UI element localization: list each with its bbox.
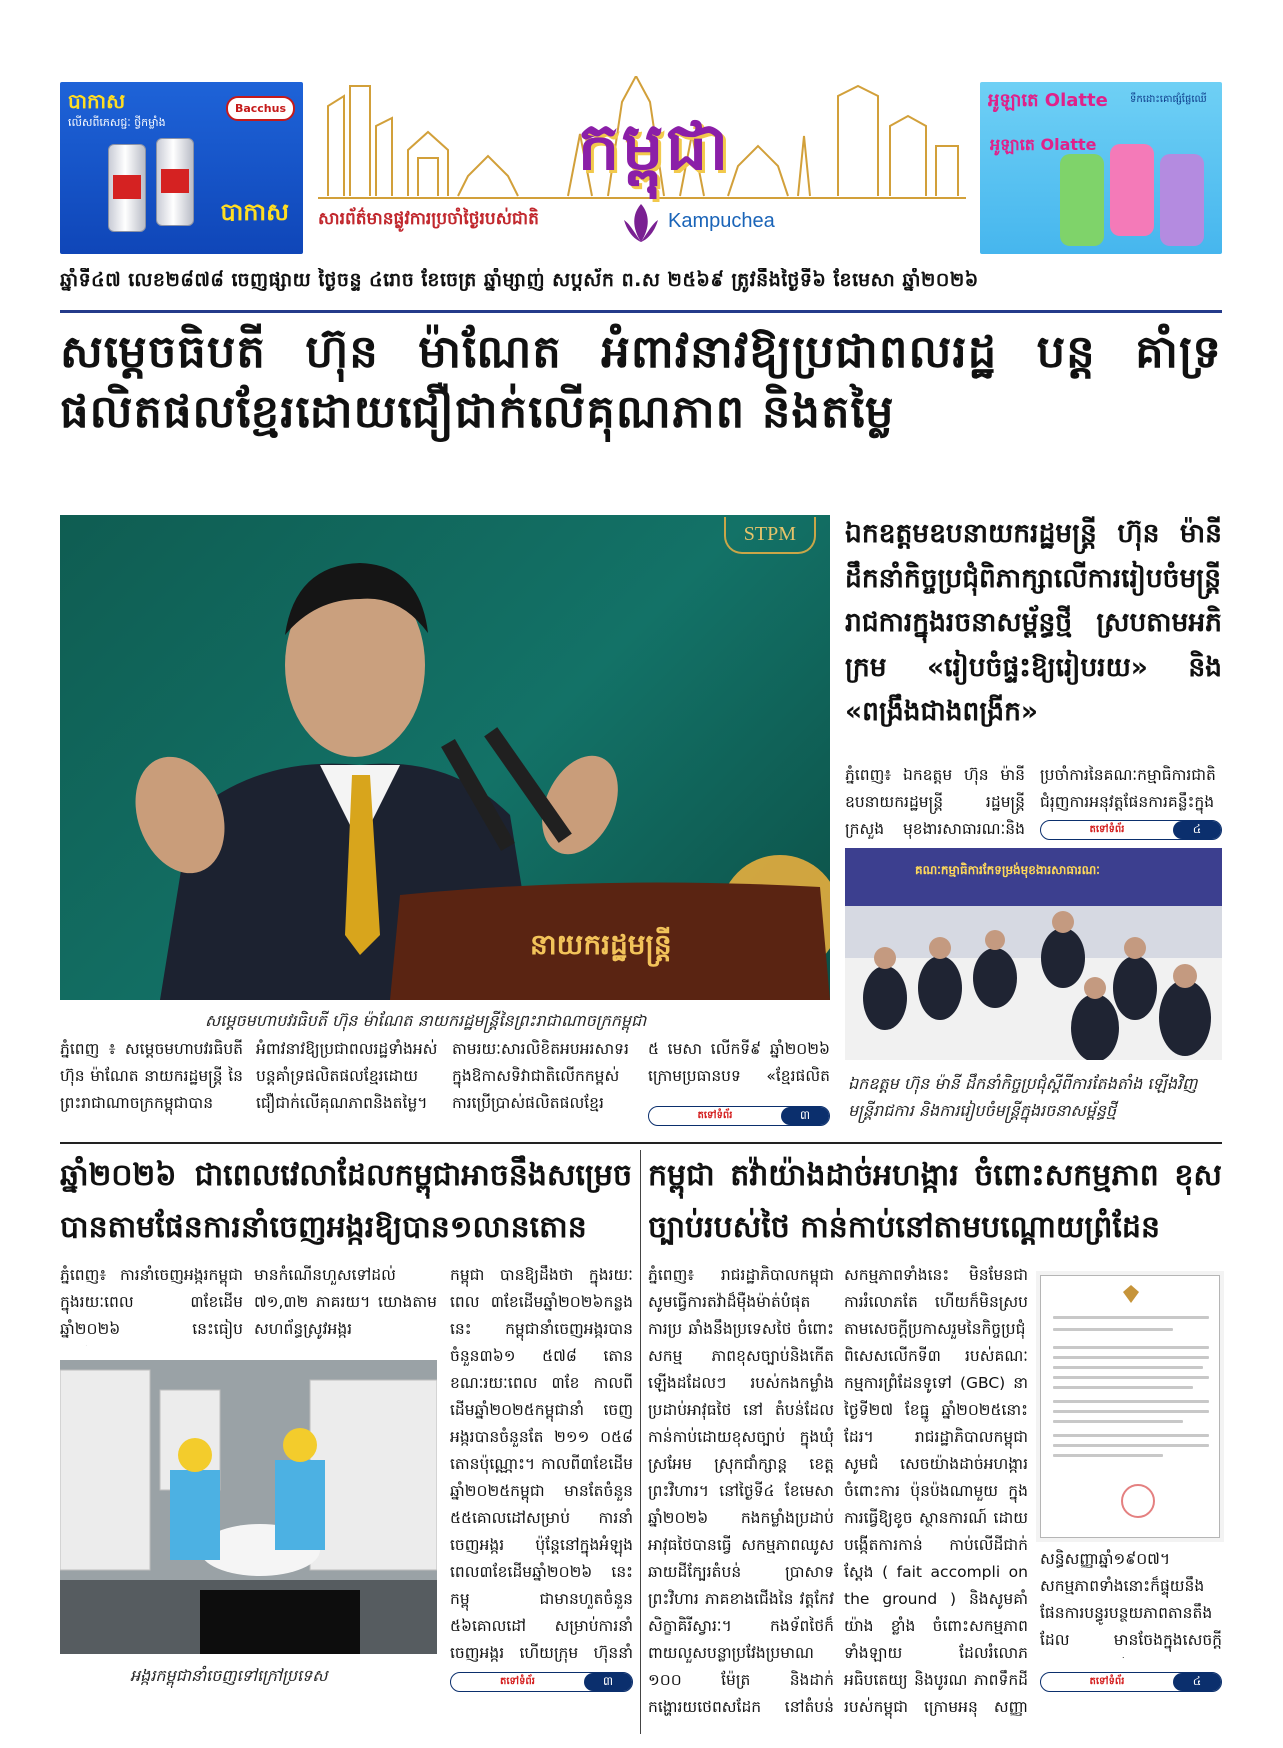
document-text-line — [1053, 1316, 1209, 1319]
bacchus-logo: Bacchus — [226, 96, 295, 121]
document-text-line — [1053, 1366, 1203, 1369]
side-story-photo[interactable] — [845, 848, 1222, 1060]
border-story-headline: កម្ពុជា តវ៉ាយ៉ាងដាច់អហង្ការ ចំពោះសកម្មភាព ខុសច្បាប់របស់ថៃ កាន់កាប់នៅតាមបណ្តោយព្រំដែន — [648, 1158, 1222, 1245]
document-text-line — [1053, 1346, 1209, 1349]
side-story-col-1: ភ្នំពេញ៖ ឯកឧត្តម ហ៊ុន ម៉ានី ឧបនាយករដ្ឋមន្ត្រី រដ្ឋមន្ត្រីក្រសួង មុខងារសាធារណៈនិង — [845, 766, 1025, 838]
rice-photo-caption: អង្ករកម្ពុជានាំចេញទៅក្រៅប្រទេស — [130, 1666, 328, 1685]
section-divider — [60, 1142, 1222, 1144]
rice-story-col-1: ភ្នំពេញ៖ ការនាំចេញអង្ករកម្ពុជា ក្នុងរយៈពេល ៣ខែដើមឆ្នាំ២០២៦ នេះធៀប — [60, 1266, 243, 1338]
coat-of-arms-icon — [1119, 1284, 1143, 1304]
ad-brand: អូឡាតេ Olatte — [988, 90, 1108, 111]
continued-label: តទៅទំព័រ — [697, 1110, 733, 1121]
document-text-line — [1053, 1454, 1163, 1457]
energy-drink-can-icon — [156, 138, 194, 226]
main-story-continued-link[interactable] — [648, 1106, 830, 1126]
border-story-col-3: សន្ធិសញ្ញាឆ្នាំ១៩០៧។ សកម្មភាពទាំងនោះក៏ផ្ទុយនឹង ផែនការបន្ធូរបន្ថយភាពតានតឹង ដែល មានចែងក្នុងសេចក្តី — [1040, 1550, 1222, 1649]
continued-page-number: ៣ — [584, 1673, 632, 1691]
column-divider — [640, 1150, 641, 1734]
drink-bottle-icon — [1060, 154, 1104, 246]
drink-bottle-icon — [1110, 144, 1154, 236]
logo-subtitle: សារព័ត៌មានផ្លូវការប្រចាំថ្ងៃរបស់ជាតិ — [318, 209, 539, 229]
rice-story-continued-link[interactable] — [450, 1672, 633, 1692]
document-text-line — [1053, 1400, 1209, 1403]
document-text-line — [1053, 1376, 1209, 1379]
meeting-banner-text: គណៈកម្មាធិការកែទម្រង់មុខងារសាធារណៈ — [915, 863, 1100, 877]
document-text-line — [1053, 1356, 1209, 1359]
logo-title: កម្ពុជា — [577, 108, 731, 185]
bacchus-advertisement[interactable] — [60, 82, 303, 254]
continued-page-number: ៤ — [1173, 821, 1221, 839]
meeting-photo — [845, 848, 1222, 1060]
podium-label: នាយករដ្ឋមន្ត្រី — [530, 928, 672, 961]
rice-warehouse-photo[interactable] — [60, 1360, 437, 1654]
continued-page-number: ៤ — [1173, 1673, 1221, 1691]
document-text-line — [1053, 1328, 1173, 1331]
rice-workers-photo — [60, 1360, 437, 1654]
rice-story-headline: ឆ្នាំ២០២៦ ជាពេលវេលាដែលកម្ពុជាអាចនឹងសម្រេច បានតាមផែនការនាំចេញអង្ករឱ្យបាន១លានតោន — [60, 1158, 632, 1245]
main-story-col-1: ភ្នំពេញ ៖ សម្តេចមហាបវរធិបតី ហ៊ុន ម៉ាណែត នាយករដ្ឋមន្ត្រី នៃព្រះរាជាណាចក្រកម្ពុជាបាន — [60, 1040, 243, 1112]
main-headline: សម្តេចធិបតី ហ៊ុន ម៉ាណែត អំពាវនាវឱ្យប្រជាពលរដ្ឋ បន្ត គាំទ្រផលិតផលខ្មែរដោយជឿជាក់លើគុណភាព និងតម្លៃ — [60, 325, 1222, 438]
header-divider — [60, 310, 1222, 313]
issue-dateline: ឆ្នាំទី៤៧ លេខ២៨៧៨ ចេញផ្សាយ ថ្ងៃចន្ទ ៤រោច ខែចេត្រ ឆ្នាំម្សាញ់ សប្តស័ក ព.ស ២៥៦៩ ត្រូវនឹងថ្ងៃទី៦ ខែមេសា ឆ្នាំ២០២៦ — [60, 269, 979, 291]
lotus-emblem-icon — [620, 200, 662, 248]
newspaper-logo — [318, 76, 966, 260]
border-story-col-1: ភ្នំពេញ៖ រាជរដ្ឋាភិបាលកម្ពុជា សូមធ្វើការតវ៉ាដ៏ម៉ឺងម៉ាត់បំផុតការប្រ ឆាំងនឹងប្រទេសថៃ ចំពោះសកម្ម ភាពខុសច្បាប់និងកើតឡើងដដែលៗ របស់កងកម្លាំងប្រដាប់អាវុធថៃ នៅ តំបន់ដែលកាន់កាប់ដោយខុសច្បាប់ ក្នុងឃុំស្រអែម ស្រុកជាំក្សាន្ត ខេត្ត ព្រះវិហារ។ នៅថ្ងៃទី៤ ខែមេសា ឆ្នាំ២០២៦ កងកម្លាំងប្រដាប់អាវុធថៃបានធ្វើ សកម្មភាពឈូសឆាយដីក្បែរតំបន់ ប្រាសាទព្រះវិហារ ភាគខាងជើងនៃ វត្តកែវសិក្ខាគិរីស្វារៈ។ កងទ័ពថៃក៏ ពាយលួសបន្លាប្រវែងប្រមាណ ១០០ ម៉ែត្រ និងដាក់កង្ហោរយថេពសដែក នៅតំបន់ — [648, 1266, 834, 1716]
drink-bottle-icon — [1160, 154, 1204, 246]
continued-label: តទៅទំព័រ — [1089, 824, 1125, 835]
side-story-headline: ឯកឧត្តមឧបនាយករដ្ឋមន្ត្រី ហ៊ុន ម៉ានី ដឹកនាំកិច្ចប្រជុំពិភាក្សាលើការរៀបចំមន្ត្រីរាជការក្នុងរចនាសម្ព័ន្ធថ្មី ស្របតាមអភិក្រម «រៀបចំផ្ទះឱ្យរៀបរយ» និង «ពង្រឹងជាងពង្រីក» — [845, 518, 1222, 727]
rice-story-col-2: មានកំណើនហួសទៅដល់ ៧១,៣២ ភាគរយ។ យោងតាមសហព័ន្ធស្រូវអង្ករ — [254, 1266, 437, 1338]
continued-label: តទៅទំព័រ — [500, 1676, 535, 1687]
official-statement-image[interactable] — [1040, 1275, 1220, 1538]
side-story-continued-link[interactable] — [1040, 820, 1222, 840]
stpm-badge: STPM — [724, 517, 816, 554]
main-photo-caption: សម្តេចមហាបវរធិបតី ហ៊ុន ម៉ាណែត នាយករដ្ឋមន្ត្រីនៃព្រះរាជាណាចក្រកម្ពុជា — [205, 1011, 647, 1030]
energy-drink-can-icon — [108, 144, 146, 232]
side-photo-caption: ឯកឧត្តម ហ៊ុន ម៉ានី ដឹកនាំកិច្ចប្រជុំស្តីពីការតែងតាំង ឡើងវិញមន្ត្រីរាជការ និងការរៀបចំមន្ត្រីក្នុងរចនាសម្ព័ន្ធថ្មី — [848, 1074, 1198, 1120]
olatte-advertisement[interactable] — [980, 82, 1222, 254]
ad-brand: បាកាស — [68, 89, 126, 113]
ad-brand-bottom: បាកាស — [220, 198, 289, 226]
main-story-col-2: អំពាវនាវឱ្យប្រជាពលរដ្ឋទាំងអស់ បន្តគាំទ្រផលិតផលខ្មែរដោយ ជឿជាក់លើគុណភាពនិងតម្លៃ។ — [256, 1040, 438, 1112]
side-story-col-2: ប្រចាំការនៃគណៈកម្មាធិការជាតិ ជំរុញការអនុវត្តផែនការគន្លឹះក្នុង — [1040, 766, 1216, 811]
continued-label: តទៅទំព័រ — [1089, 1676, 1125, 1687]
logo-english-name: Kampuchea — [668, 210, 775, 232]
border-story-continued-link[interactable] — [1040, 1672, 1222, 1692]
document-text-line — [1053, 1410, 1209, 1413]
document-text-line — [1053, 1386, 1193, 1389]
ad-tagline: ទឹកដោះគោផ្សំផ្លែឈើ — [1130, 94, 1207, 105]
document-text-line — [1053, 1434, 1209, 1437]
border-story-col-2: សកម្មភាពទាំងនេះ មិនមែនជា ការរំលោភតែ ហើយក៏មិនស្រប តាមសេចក្តីប្រកាសរួមនៃកិច្ចប្រជុំ ពិសេសលើកទី៣ របស់គណៈ កម្មការព្រំដែនទូទៅ (GBC) នា ថ្ងៃទី២៧ ខែធ្នូ ឆ្នាំ២០២៥នោះដែរ។ រាជរដ្ឋាភិបាលកម្ពុជា សូមជំ សេចយ៉ាងដាច់អហង្ការចំពោះការ ប៉ុនប៉ងណាមួយ ក្នុងការធ្វើឱ្យខូច ស្ថានការណ៍ ដោយបង្កើតការកាន់ កាប់លើដីជាក់ស្តែង ( fait accompli on the ground ) និងសូមគាំយ៉ាង ខ្លាំង ចំពោះសកម្មភាពទាំងឡាយ ដែលរំលោភអធិបតេយ្យ និងបូរណ ភាពទឹកដីរបស់កម្ពុជា ក្រោមអនុ សញ្ញា — [844, 1266, 1028, 1716]
main-story-col-3: តាមរយៈសារលិខិតអបអរសាទរ ក្នុងឱកាសទិវាជាតិលើកកម្ពស់ការប្រើប្រាស់ផលិតផលខ្មែរ — [452, 1040, 629, 1112]
document-text-line — [1053, 1420, 1183, 1423]
prime-minister-photo — [60, 515, 830, 1000]
main-story-col-4: ៥ មេសា លើកទី៩ ឆ្នាំ២០២៦ ក្រោមប្រធានបទ «ខ្មែរផលិត — [648, 1040, 830, 1085]
ad-brand-bottom: អូឡាតេ Olatte — [990, 135, 1097, 154]
continued-page-number: ៣ — [781, 1107, 829, 1125]
rice-story-col-3: កម្ពុជា បានឱ្យដឹងថា ក្នុងរយៈពេល ៣ខែដើមឆ្នាំ២០២៦កន្លងនេះ កម្ពុជានាំចេញអង្ករបានចំនួន៣៦១ ៥៧៨ តោន ខណៈរយៈពេល ៣ខែ កាលពីដើមឆ្នាំ២០២៥កម្ពុជានាំ ចេញអង្ករបានចំនួនតែ ២១១ ០៥៨ តោនប៉ុណ្ណោះ។ កាលពី៣ខែដើមឆ្នាំ២០២៥កម្ពុជា មានតែចំនួន ៥៥គោលដៅសម្រាប់ ការនាំចេញអង្ករ ប៉ុន្តែនៅក្នុងអំឡុង ពេល៣ខែដើមឆ្នាំ២០២៦ នេះកម្ពុ ជាមានហួតចំនួន ៥៦គោលដៅ សម្រាប់ការនាំចេញអង្ករ ហើយក្រុម ហ៊ុននាំ — [450, 1266, 633, 1662]
document-text-line — [1053, 1444, 1209, 1447]
ad-tagline: លើសពីភេសជ្ជៈ ថ្វីកម្លាំង — [68, 116, 166, 129]
official-seal-icon — [1121, 1484, 1155, 1518]
main-story-photo[interactable] — [60, 515, 830, 1000]
